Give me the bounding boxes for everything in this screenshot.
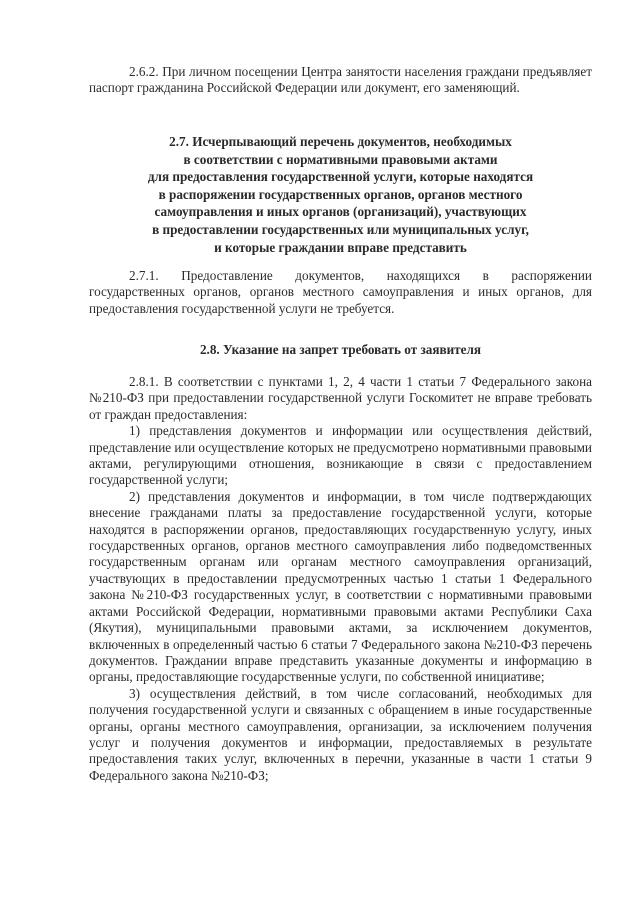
paragraph-2-6-2: 2.6.2. При личном посещении Центра занятости населения граждани предъявляет паспорт гражданина Российской Федерации или документ, его заменяющий. [89,64,592,96]
heading-2-7-line: в предоставлении государственных или муниципальных услуг, [152,221,529,237]
section-2-8-1 [89,374,592,784]
list-item-2: 2) представления документов и информации, в том числе подтверждающих внесение гражданами платы за предоставление государственной услуги, которые находятся в распоряжении органов, предоставляющих государственную услугу, иных государственных органов, органов местного самоуправления либо подведомственных государственным органам или органам местного самоуправления организаций, участвующих в предоставлении предусмотренных частью 1 статьи 1 Федерального закона №210-ФЗ государственных услуг, в соответствии с нормативными правовыми актами Российской Федерации, нормативными правовыми актами Республики Саха (Якутия), муниципальными правовыми актами, за исключением документов, включенных в определенный частью 6 статьи 7 Федерального закона №210-ФЗ перечень документов. Граждании вправе представить указанные документы и информацию в органы, предоставляющие государственные услуги, по собственной инициативе; [89,488,592,685]
heading-2-7-line: и которые граждании вправе представить [214,239,467,255]
heading-2-7-line: в соответствии с нормативными правовыми актами [183,151,498,167]
heading-2-7 [89,133,592,256]
heading-2-7-line: самоуправления и иных органов (организаций), участвующих [154,204,527,220]
section-2-6-2 [89,64,592,97]
heading-2-8 [89,341,592,359]
section-2-7-1 [89,268,592,317]
list-item-3: 3) осуществления действий, в том числе согласований, необходимых для получения государственной услуги и связанных с обращением в иные государственные органы, органы местного самоуправления, организации, за исключением получения услуг и получения документов и информации, предоставляемых в результате предоставления таких услуг, включенных в перечни, указанные в части 1 статьи 9 Федерального закона №210-ФЗ; [89,685,592,783]
heading-2-8-title: 2.8. Указание на запрет требовать от заявителя [199,342,482,357]
heading-2-7-line: для предоставления государственной услуги, которые находятся [147,169,534,185]
list-item-1: 1) представления документов и информации или осуществления действий, представление или осуществление которых не предусмотрено нормативными правовыми актами, регулирующими отношения, возникающие в связи с предоставлением государственной услуги; [89,423,592,488]
heading-2-7-line: в распоряжении государственных органов, органов местного [158,186,523,202]
paragraph-2-8-1-intro: 2.8.1. В соответствии с пунктами 1, 2, 4 части 1 статьи 7 Федерального закона №210-ФЗ при предоставлении государственной услуги Госкомитет не вправе требовать от граждан предоставления: [89,374,592,422]
paragraph-2-7-1: 2.7.1. Предоставление документов, находящихся в распоряжении государственных органов, органов местного самоуправления и иных органов, для предоставления государственной услуги не требуется. [89,268,592,316]
heading-2-7-line: 2.7. Исчерпывающий перечень документов, необходимых [169,134,512,149]
